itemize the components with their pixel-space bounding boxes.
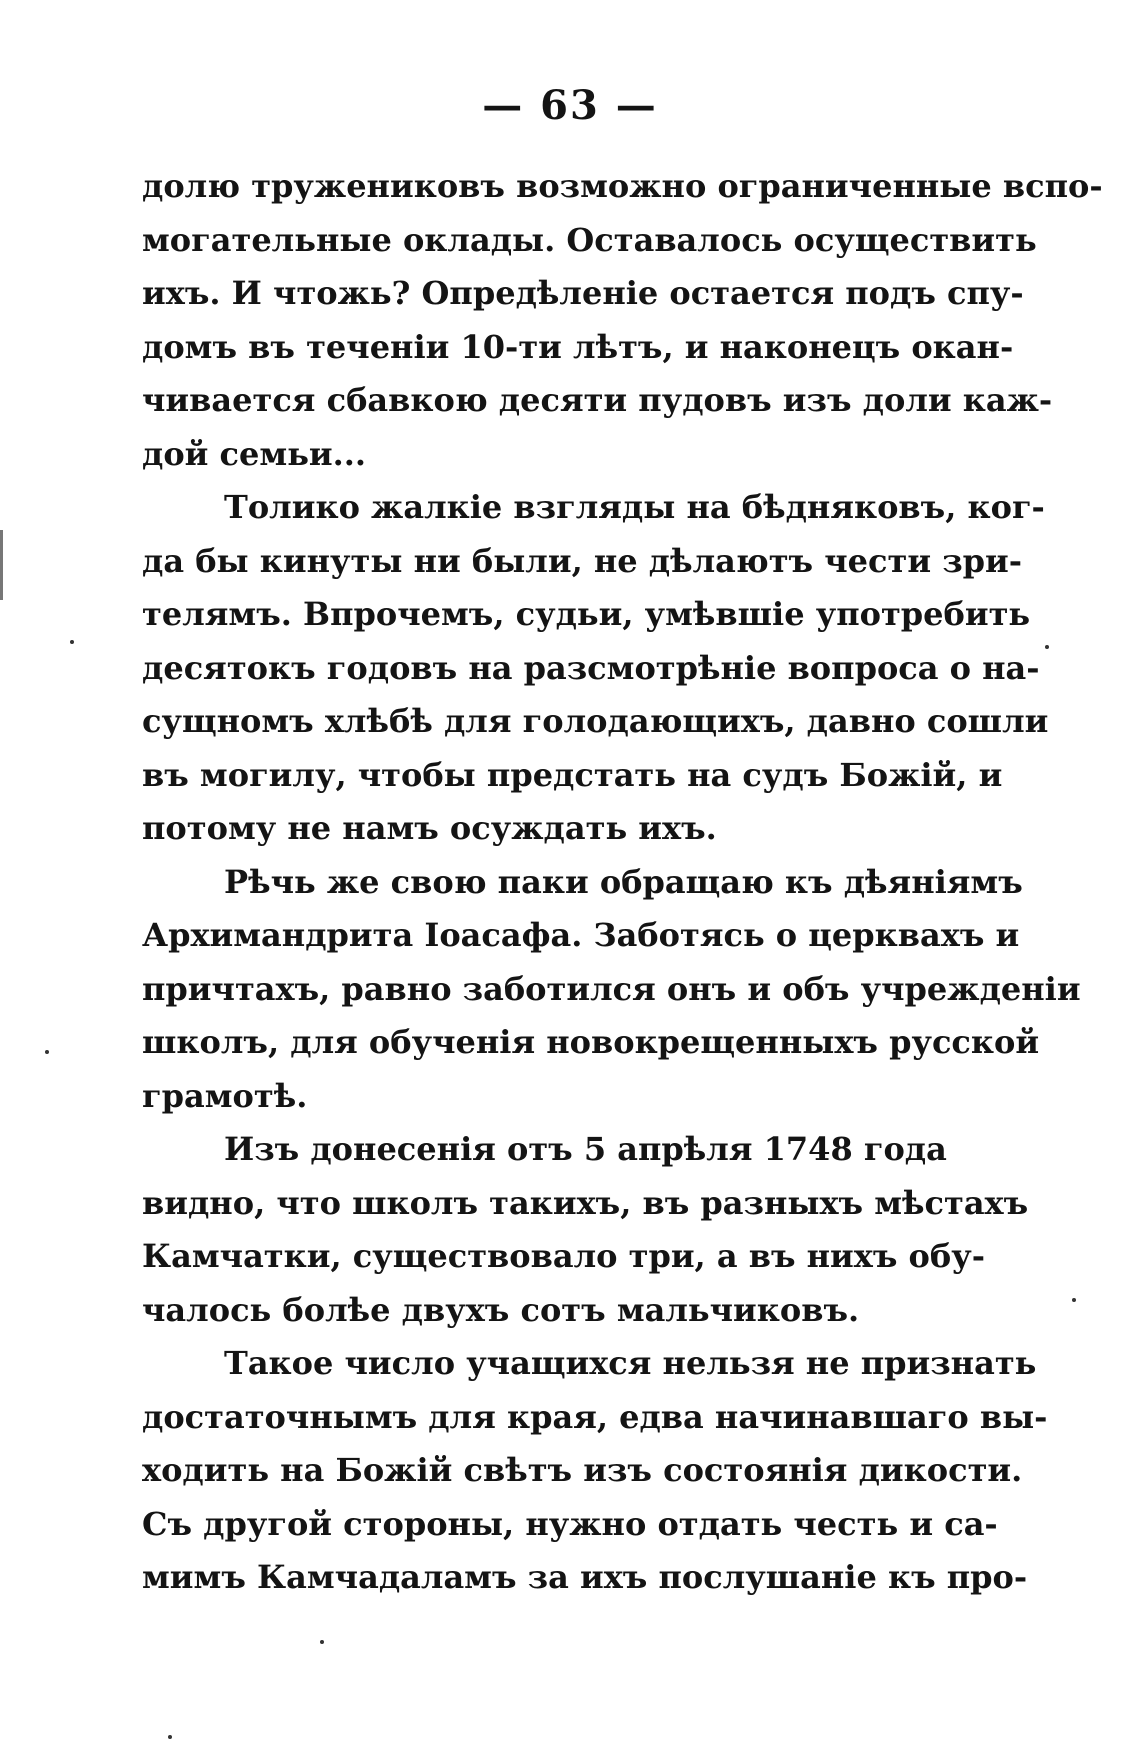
- text-line: мимъ Камчадаламъ за ихъ послушаніе къ про-: [142, 1558, 1028, 1596]
- text-line: видно, что школъ такихъ, въ разныхъ мѣстахъ: [142, 1183, 1029, 1222]
- scan-speck: [45, 1050, 49, 1054]
- text-line: Камчатки, существовало три, а въ нихъ обу-: [142, 1237, 985, 1275]
- text-line: ихъ. И чтожь? Опредѣленіе остается подъ спу-: [142, 274, 1024, 312]
- text-line: чивается сбавкою десяти пудовъ изъ доли каж-: [142, 381, 1053, 419]
- text-line: ходить на Божій свѣтъ изъ состоянія дикости.: [142, 1451, 1023, 1489]
- text-line: потому не намъ осуждать ихъ.: [142, 809, 717, 847]
- scan-speck: [320, 1640, 324, 1644]
- scan-speck: [70, 640, 74, 644]
- text-line: домъ въ теченіи 10-ти лѣтъ, и наконецъ окан-: [142, 327, 1014, 366]
- text-line: долю тружениковъ возможно ограниченные вспо-: [142, 167, 1103, 205]
- text-line: школъ, для обученія новокрещенныхъ русской: [142, 1023, 1040, 1061]
- page-number: — 63 —: [482, 82, 658, 129]
- text-line: Такое число учащихся нельзя не признать: [224, 1344, 1037, 1382]
- text-line: причтахъ, равно заботился онъ и объ учрежденіи: [142, 969, 1081, 1008]
- text-line: Рѣчь же свою паки обращаю къ дѣяніямъ: [224, 862, 1023, 901]
- text-line: могательные оклады. Оставалось осуществить: [142, 220, 1037, 259]
- text-line: чалось болѣе двухъ сотъ мальчиковъ.: [142, 1290, 860, 1329]
- text-line: десятокъ годовъ на разсмотрѣніе вопроса о на-: [142, 648, 1040, 687]
- page-text: [142, 160, 1103, 1605]
- scan-speck: [1072, 1298, 1076, 1302]
- text-line: сущномъ хлѣбѣ для голодающихъ, давно сошли: [142, 702, 1049, 740]
- scan-edge-mark: [0, 530, 3, 600]
- text-line: Толико жалкіе взгляды на бѣдняковъ, ког-: [224, 488, 1045, 526]
- text-line: Съ другой стороны, нужно отдать честь и са-: [142, 1504, 998, 1543]
- text-line: дой семьи...: [142, 434, 367, 473]
- text-line: Изъ донесенія отъ 5 апрѣля 1748 года: [224, 1130, 947, 1168]
- text-line: грамотѣ.: [142, 1076, 308, 1115]
- scan-speck: [1045, 645, 1049, 649]
- text-line: достаточнымъ для края, едва начинавшаго вы-: [142, 1397, 1048, 1436]
- text-line: да бы кинуты ни были, не дѣлаютъ чести зри-: [142, 541, 1023, 580]
- text-line: телямъ. Впрочемъ, судьи, умѣвшіе употребить: [142, 595, 1031, 633]
- text-line: въ могилу, чтобы предстать на судъ Божій, и: [142, 755, 1003, 794]
- text-line: Архимандрита Іоасафа. Заботясь о церквахъ и: [142, 916, 1020, 954]
- scan-speck: [168, 1735, 172, 1739]
